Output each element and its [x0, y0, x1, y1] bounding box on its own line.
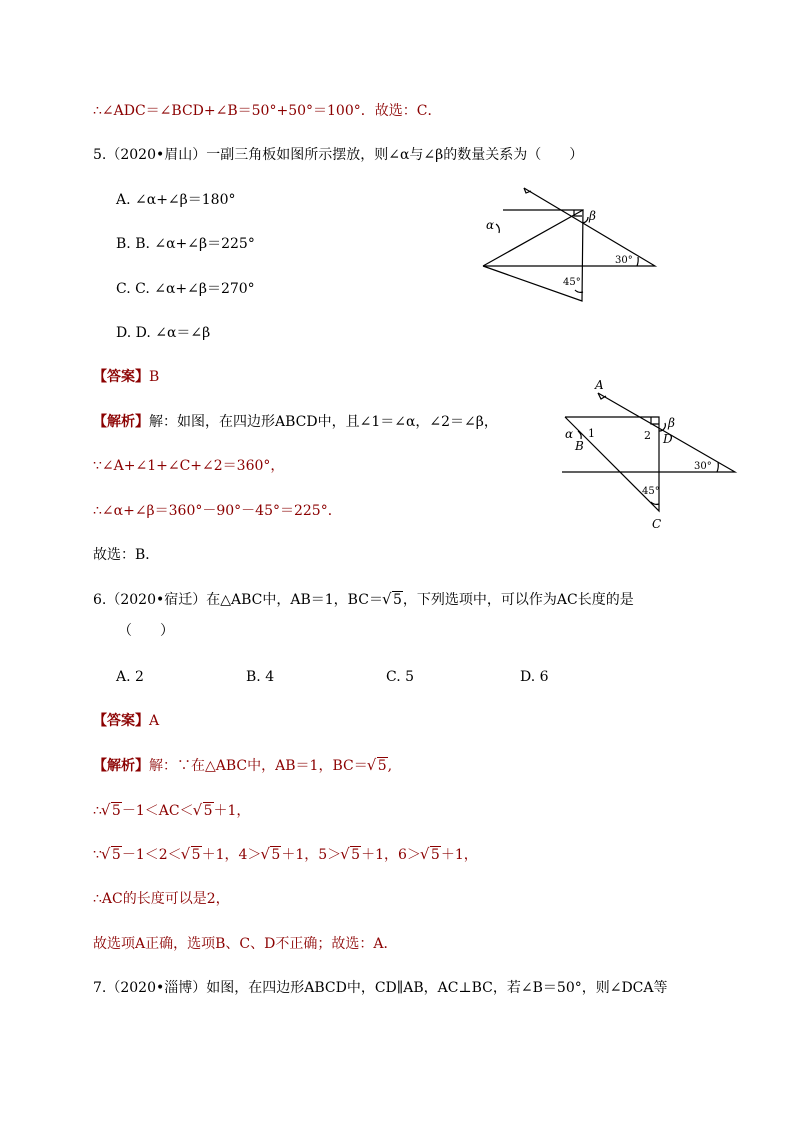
q5-fig2-angle-2: 2 [644, 429, 651, 442]
q5-fig1-angle-45: 45° [563, 277, 581, 288]
q6-option-b: B. 4 [246, 669, 275, 685]
q5-answer-label: 【答案】B [93, 369, 160, 385]
q5-solution-line-3: ∴∠α+∠β＝360°－90°－45°＝225°． [93, 503, 342, 519]
q5-option-d: D. D. ∠α＝∠β [116, 325, 211, 341]
q5-analysis-label: 【解析】 [93, 414, 149, 430]
q5-stem: 5.（2020•眉山）一副三角板如图所示摆放，则∠α与∠β的数量关系为（ ） [93, 147, 584, 163]
q6-answer-label: 【答案】A [93, 713, 160, 729]
q5-fig2-angle-1: 1 [588, 427, 595, 440]
q5-figure-labeled-quadrilateral [555, 375, 745, 530]
q6-solution-line-1: 【解析】解：∵在△ABC中，AB＝1，BC＝√ 5, [93, 756, 392, 776]
sqrt5: √ 5 [422, 845, 441, 865]
sqrt5: √ 5 [342, 845, 361, 865]
q5-solution-line-4: 故选：B． [93, 547, 160, 563]
q5-fig1-beta: β [589, 209, 596, 223]
sqrt5: √ 5 [103, 801, 122, 821]
q6-sqrt5: √ 5 [384, 590, 403, 610]
q5-fig2-point-d: D [663, 432, 673, 446]
q5-option-b: B. B. ∠α+∠β＝225° [116, 236, 255, 252]
q6-paren: （ ） [118, 623, 174, 639]
q5-answer-value: B [149, 369, 160, 385]
q5-option-c: C. C. ∠α+∠β＝270° [116, 281, 255, 297]
sqrt5: √ 5 [195, 801, 214, 821]
sqrt5: √ 5 [262, 845, 281, 865]
q6-option-d: D. 6 [520, 669, 549, 685]
q6-stem: 6.（2020•宿迁）在△ABC中，AB＝1，BC＝√ 5，下列选项中，可以作为AC长度的是 [93, 590, 634, 610]
q5-fig2-point-a: A [595, 378, 604, 392]
q5-figure-triangle-set [470, 180, 670, 310]
q6-solution-line-2: ∴√ 5－1＜AC＜√ 5＋1， [93, 801, 250, 821]
q5-fig2-angle-45: 45° [642, 486, 660, 497]
q6-option-a: A. 2 [116, 669, 144, 685]
q6-analysis-label: 【解析】 [93, 758, 149, 774]
q5-option-a: A. ∠α+∠β＝180° [116, 192, 236, 208]
sqrt5: √ 5 [103, 845, 122, 865]
q5-solution-line-1: 【解析】解：如图，在四边形ABCD中，且∠1＝∠α，∠2＝∠β， [93, 414, 498, 430]
q5-fig2-point-b: B [575, 439, 584, 453]
q5-fig2-alpha: α [565, 427, 574, 441]
q6-option-c: C. 5 [386, 669, 415, 685]
q6-solution-line-5: 故选项A正确，选项B、C、D不正确；故选：A． [93, 936, 398, 952]
sqrt5: √ 5 [369, 756, 388, 776]
q6-solution-line-3: ∵√ 5－1＜2＜√ 5＋1，4＞√ 5＋1，5＞√ 5＋1，6＞√ 5＋1， [93, 845, 478, 865]
q5-fig2-point-c: C [652, 517, 662, 530]
q6-answer-value: A [149, 713, 160, 729]
q5-fig1-angle-30: 30° [615, 255, 633, 266]
sqrt5: √ 5 [183, 845, 202, 865]
q5-fig2-angle-30: 30° [694, 461, 712, 472]
q5-solution-line-2: ∵∠A+∠1+∠C+∠2＝360°， [93, 458, 285, 474]
q5-fig2-beta: β [668, 416, 675, 430]
q5-fig1-alpha: α [486, 218, 495, 232]
q7-stem: 7.（2020•淄博）如图，在四边形ABCD中，CD∥AB，AC⊥BC，若∠B＝50°，则∠DCA等 [93, 980, 668, 996]
q6-solution-line-4: ∴AC的长度可以是2， [93, 891, 230, 907]
prev-solution-line: ∴∠ADC＝∠BCD+∠B＝50°+50°＝100°．故选：C． [93, 103, 442, 119]
